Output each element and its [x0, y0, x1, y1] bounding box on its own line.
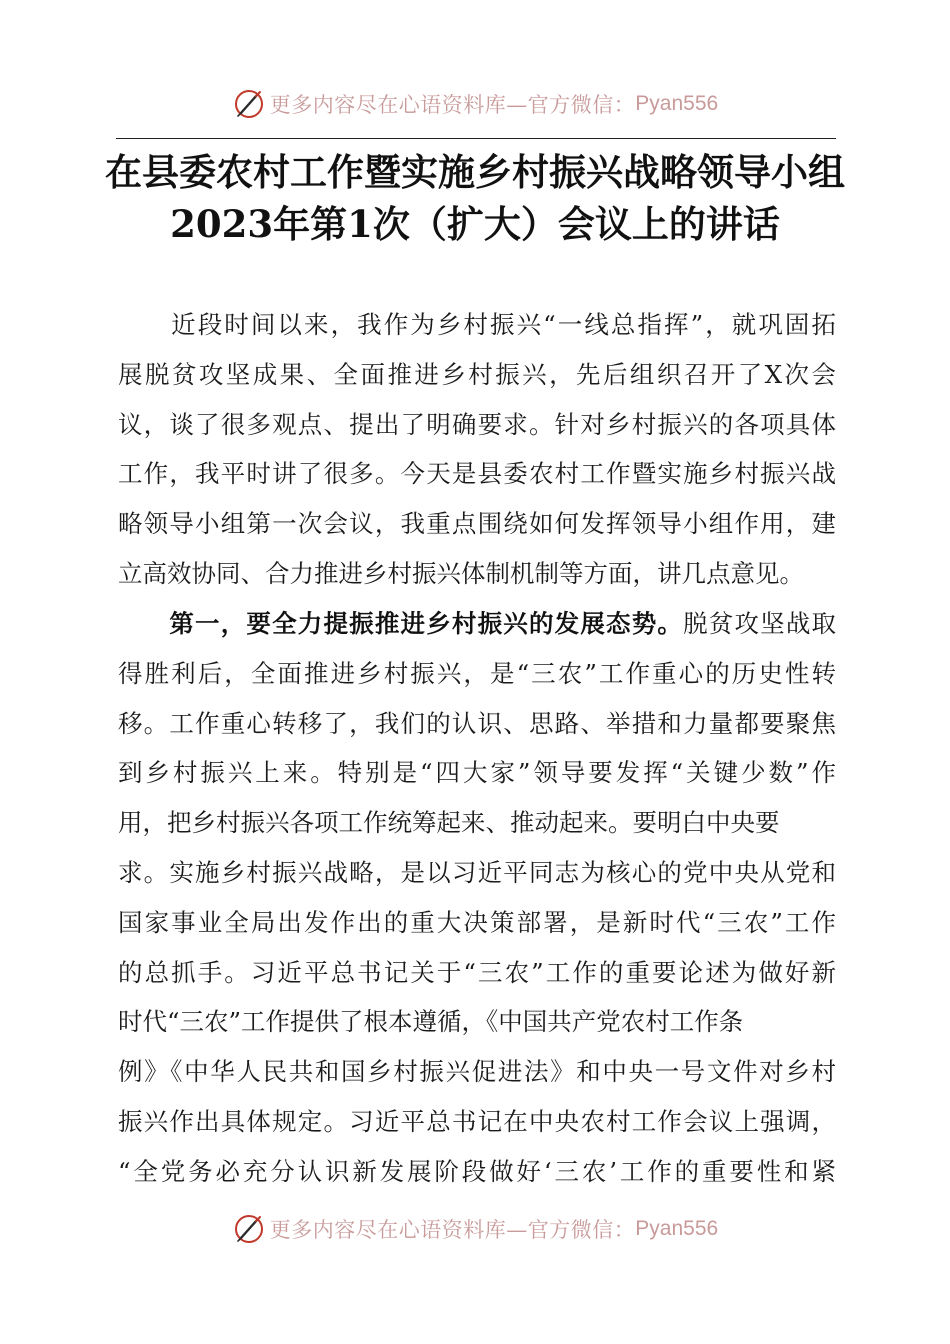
text-line: 求。实施乡村振兴战略，是以习近平同志为核心的党中央从党和	[118, 857, 836, 887]
header-rule	[116, 138, 836, 139]
lead-rest: 脱贫攻坚战取	[683, 609, 837, 638]
text-line: 展脱贫攻坚成果、全面推进乡村振兴，先后组织召开了X次会	[118, 359, 836, 389]
text-line: 的总抓手。习近平总书记关于“三农”工作的重要论述为做好新	[118, 957, 836, 987]
text-line: 工作，我平时讲了很多。今天是县委农村工作暨实施乡村振兴战	[118, 459, 836, 489]
text-line: 用，把乡村振兴各项工作统筹起来、推动起来。要明白中央要	[118, 808, 780, 838]
text-line: 国家事业全局出发作出的重大决策部署，是新时代“三农”工作	[118, 907, 836, 937]
text-line: “全党务必充分认识新发展阶段做好‘三农’工作的重要性和紧	[118, 1156, 836, 1186]
text-line: 振兴作出具体规定。习近平总书记在中央农村工作会议上强调，	[118, 1106, 836, 1136]
pen-circle-icon	[232, 87, 266, 121]
text-line: 立高效协同、合力推进乡村振兴体制机制等方面，讲几点意见。	[118, 558, 804, 588]
text-line: 略领导小组第一次会议，我重点围绕如何发挥领导小组作用，建	[118, 509, 836, 539]
watermark-banner-top	[0, 84, 950, 124]
text-line: 时代“三农”工作提供了根本遵循，《中国共产党农村工作条	[118, 1007, 744, 1037]
text-line	[118, 599, 836, 649]
title-line-2: 2023年第1次（扩大）会议上的讲话	[170, 202, 780, 246]
text-line: 议，谈了很多观点、提出了明确要求。针对乡村振兴的各项具体	[118, 409, 836, 439]
watermark-text: 更多内容尽在心语资料库—官方微信：	[269, 1218, 636, 1242]
text-line: 得胜利后，全面推进乡村振兴，是“三农”工作重心的历史性转	[118, 658, 836, 688]
page-title	[100, 146, 850, 250]
pen-circle-icon	[232, 1212, 266, 1246]
watermark-id: Pyan556	[635, 1217, 719, 1240]
paragraph-1	[118, 300, 836, 599]
watermark-banner-bottom	[0, 1209, 950, 1249]
text-line: 近段时间以来，我作为乡村振兴“一线总指挥”，就巩固拓	[118, 310, 836, 339]
paragraph-2	[118, 599, 836, 1197]
watermark-id: Pyan556	[635, 92, 719, 115]
text-line: 例》《中华人民共和国乡村振兴促进法》和中央一号文件对乡村	[118, 1057, 836, 1087]
text-line: 到乡村振兴上来。特别是“四大家”领导要发挥“关键少数”作	[118, 758, 836, 788]
watermark-text: 更多内容尽在心语资料库—官方微信：	[269, 93, 636, 117]
title-line-1: 在县委农村工作暨实施乡村振兴战略领导小组	[105, 150, 845, 194]
paragraph-lead: 第一，要全力提振推进乡村振兴的发展态势。	[118, 609, 684, 638]
text-line: 移。工作重心转移了，我们的认识、思路、举措和力量都要聚焦	[118, 708, 836, 738]
